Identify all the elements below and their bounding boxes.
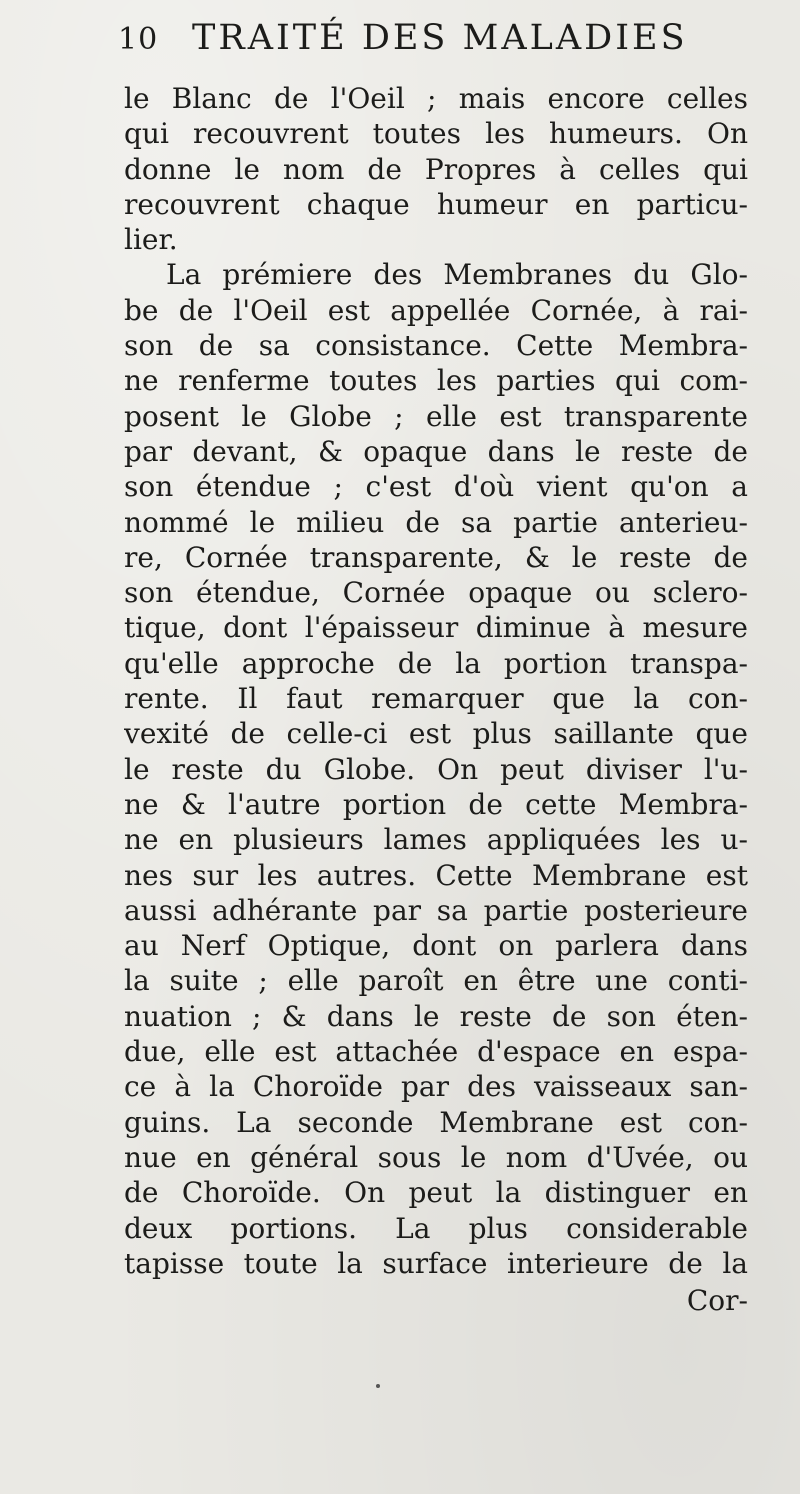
text-line: le reste du Globe. On peut diviser l'u- <box>124 752 748 786</box>
text-line: nuation ; & dans le reste de son éten- <box>124 999 748 1033</box>
text-line: vexité de celle-ci est plus saillante que <box>124 717 748 751</box>
text-line: donne le nom de Propres à celles qui <box>124 152 748 186</box>
text-line: son étendue, Cornée opaque ou sclero- <box>124 576 748 610</box>
text-line: par devant, & opaque dans le reste de <box>124 434 748 468</box>
text-line: rente. Il faut remarquer que la con- <box>124 682 748 716</box>
text-line: aussi adhérante par sa partie posterieure <box>124 893 748 927</box>
text-line: due, elle est attachée d'espace en espa- <box>124 1035 748 1069</box>
text-line: deux portions. La plus considerable <box>124 1211 748 1245</box>
text-line: posent le Globe ; elle est transparente <box>124 399 748 433</box>
text-line: au Nerf Optique, dont on parlera dans <box>124 929 748 963</box>
text-line: lier. <box>124 223 178 257</box>
text-line: ne en plusieurs lames appliquées les u- <box>124 823 748 857</box>
text-line: tique, dont l'épaisseur diminue à mesure <box>124 611 748 645</box>
paragraph-first-line: La prémiere des Membranes du Glo- <box>166 258 748 292</box>
text-line: nue en général sous le nom d'Uvée, ou <box>124 1140 748 1174</box>
text-line: ce à la Choroïde par des vaisseaux san- <box>124 1070 748 1104</box>
running-title: TRAITÉ DES MALADIES <box>192 18 688 58</box>
text-line: re, Cornée transparente, & le reste de <box>124 540 748 574</box>
catchword: Cor- <box>686 1284 748 1317</box>
text-line: recouvrent chaque humeur en particu- <box>124 187 748 221</box>
text-line: guins. La seconde Membrane est con- <box>124 1105 748 1139</box>
text-line: le Blanc de l'Oeil ; mais encore celles <box>124 82 748 115</box>
text-line: qui recouvrent toutes les humeurs. On <box>124 117 748 151</box>
text-line: qu'elle approche de la portion transpa- <box>124 646 748 680</box>
text-line: ne & l'autre portion de cette Membra- <box>124 787 748 821</box>
text-line: la suite ; elle paroît en être une conti- <box>124 964 748 998</box>
text-line: de Choroïde. On peut la distinguer en <box>124 1176 748 1210</box>
text-line: nes sur les autres. Cette Membrane est <box>124 858 748 892</box>
text-line: son de sa consistance. Cette Membra- <box>124 329 748 363</box>
text-line: nommé le milieu de sa partie anterieu- <box>124 505 748 539</box>
text-line: tapisse toute la surface interieure de la <box>124 1246 748 1280</box>
body-text <box>124 81 748 1281</box>
ink-speck <box>376 1384 380 1388</box>
text-line: ne renferme toutes les parties qui com- <box>124 364 748 398</box>
page-number: 10 <box>118 22 159 57</box>
page-header <box>118 18 718 62</box>
text-line: be de l'Oeil est appellée Cornée, à rai- <box>124 293 748 327</box>
text-line: son étendue ; c'est d'où vient qu'on a <box>124 470 748 504</box>
